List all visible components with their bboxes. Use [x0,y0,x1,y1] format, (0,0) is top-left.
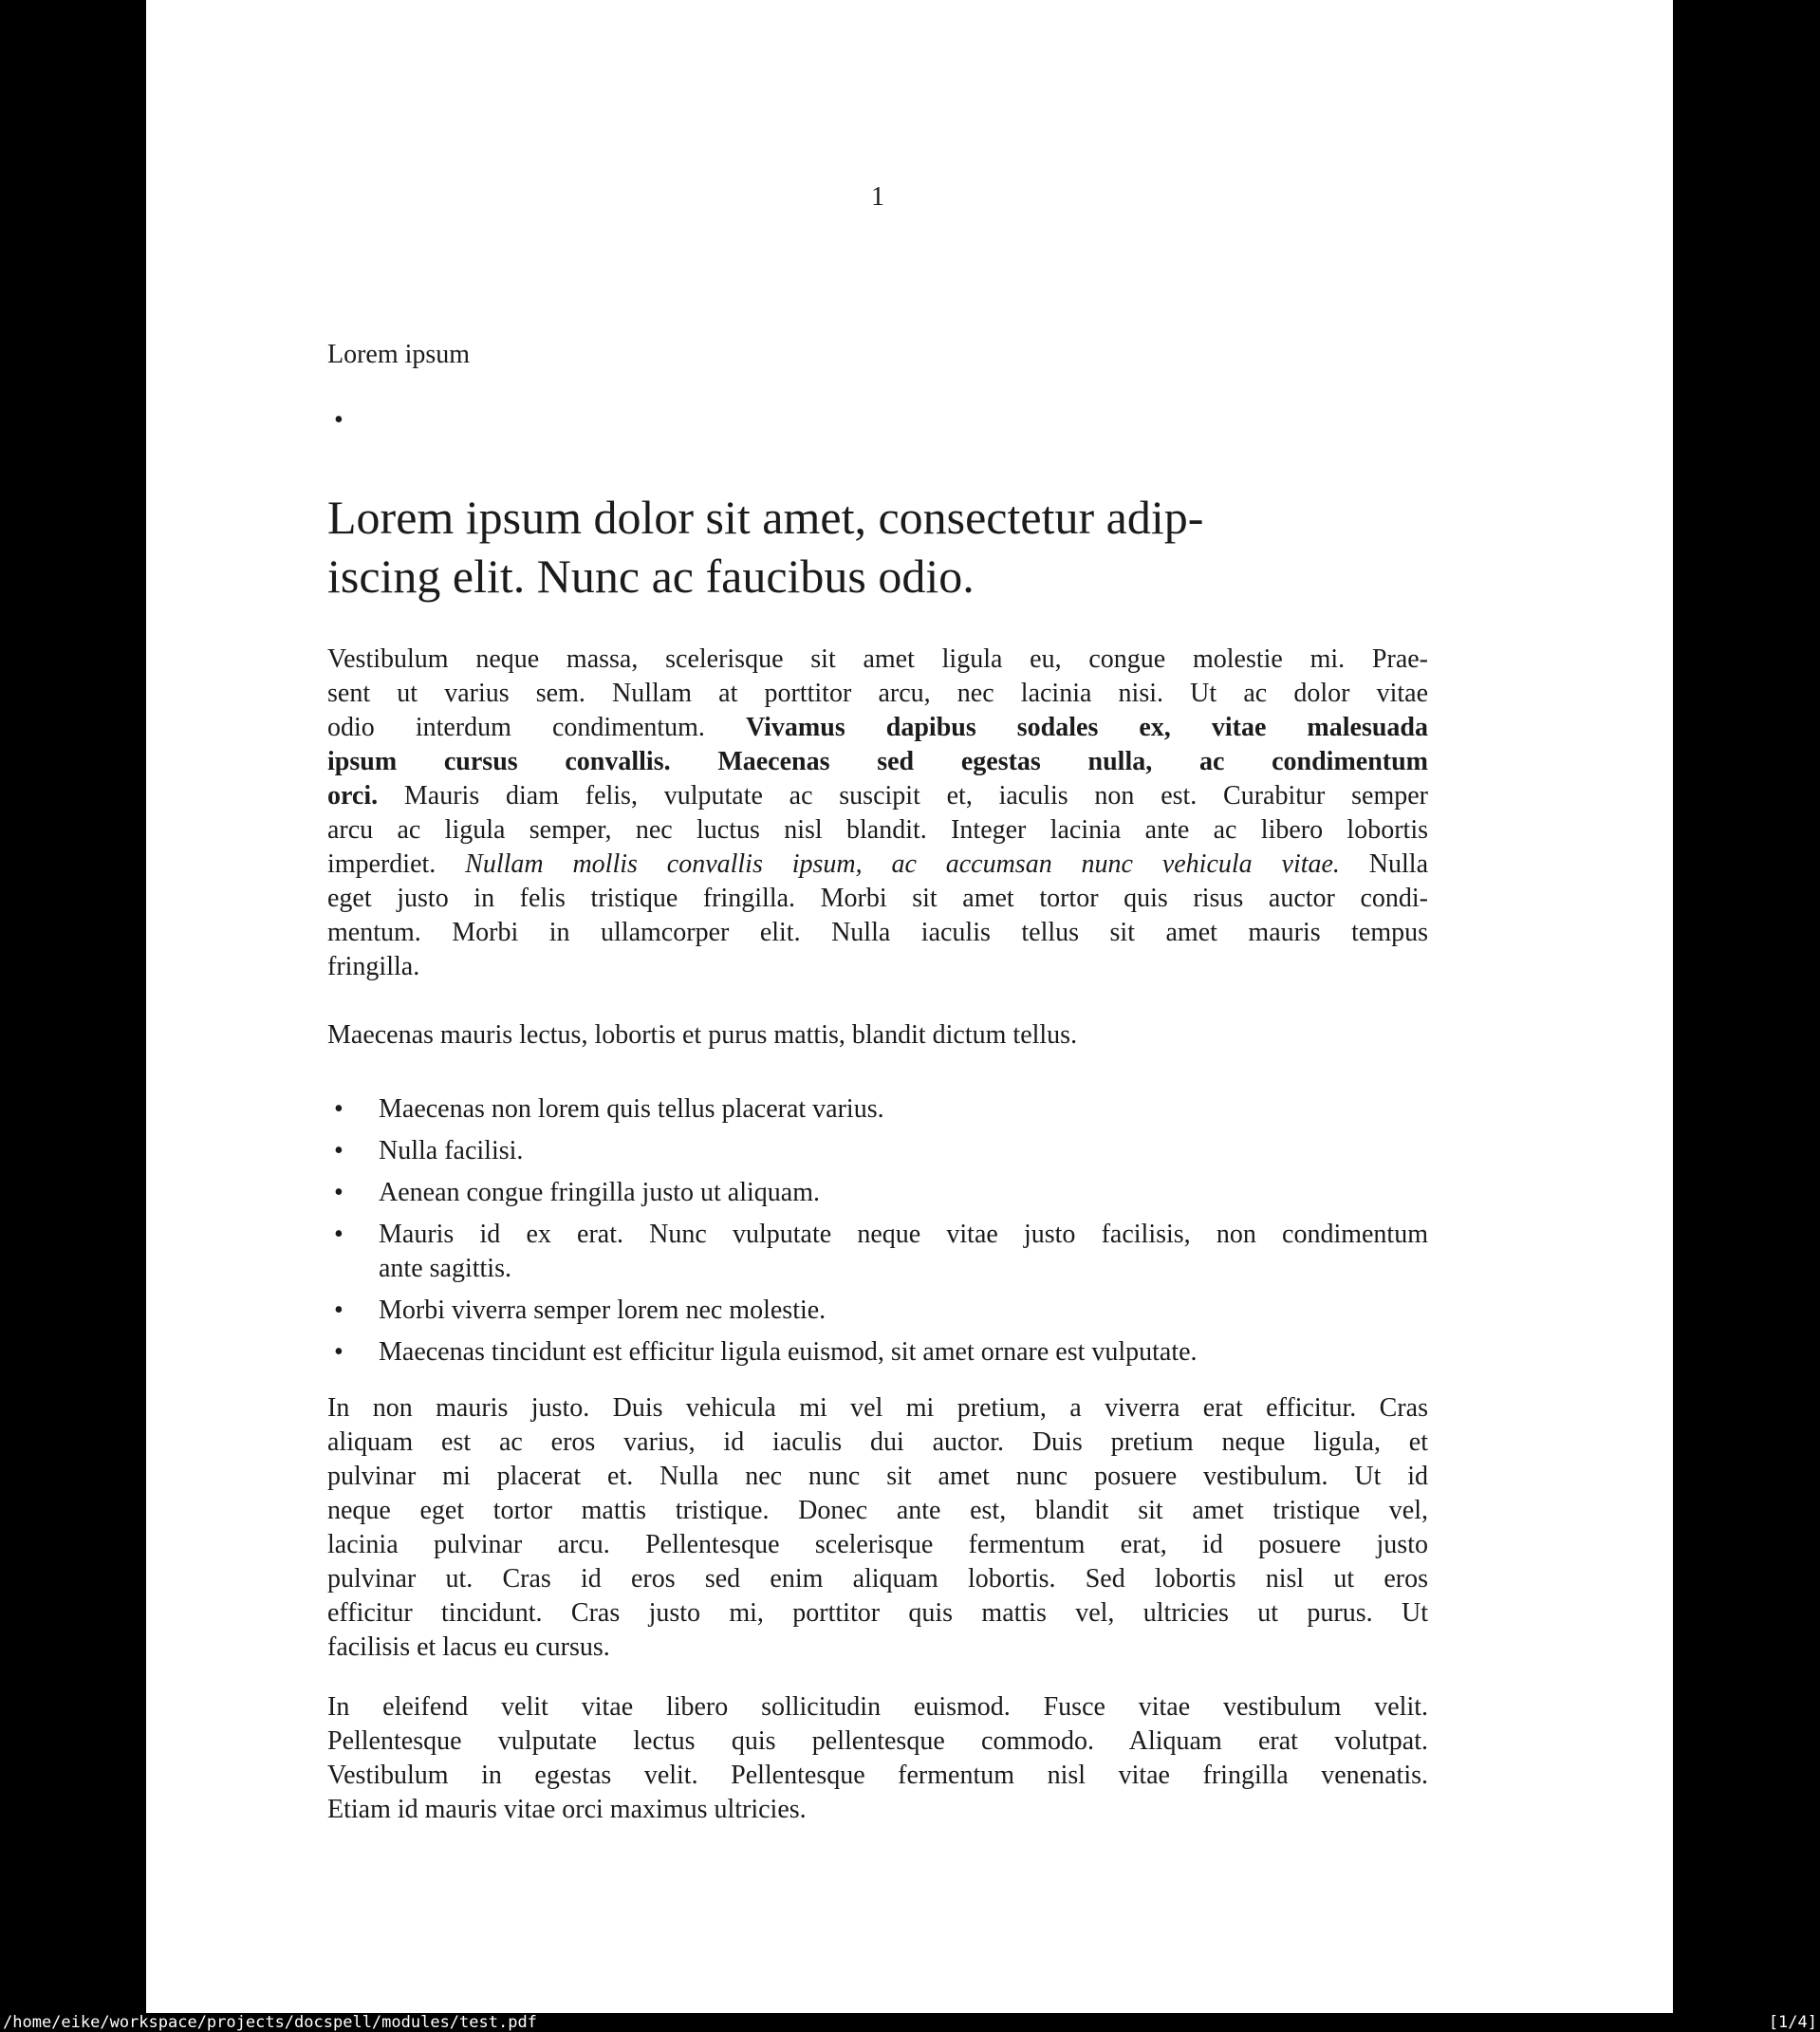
text-line: neque eget tortor mattis tristique. Donec ante est, blandit sit amet tristique vel, [327,1496,1428,1525]
text-line: ante sagittis. [379,1254,511,1283]
text-line: Morbi viverra semper lorem nec molestie. [379,1296,826,1325]
bullet-icon: • [334,1296,344,1325]
list-item [327,1218,1428,1286]
intro-paragraph: Lorem ipsum [327,340,471,369]
text-line: Mauris id ex erat. Nunc vulputate neque vitae justo facilisis, non condimentum [379,1220,1428,1249]
text-line: facilisis et lacus eu cursus. [327,1632,610,1662]
list-item [327,1294,1428,1328]
text-line: mentum. Morbi in ullamcorper elit. Nulla iaculis tellus sit amet mauris tempus [327,918,1428,947]
text-line: ipsum cursus convallis. Maecenas sed egestas nulla, ac condimentum [327,747,1428,776]
text-line: aliquam est ac eros varius, id iaculis dui auctor. Duis pretium neque ligula, et [327,1427,1428,1457]
list-item [327,1134,1428,1168]
text-line: Pellentesque vulputate lectus quis pellentesque commodo. Aliquam erat volutpat. [327,1726,1428,1756]
bullet-icon: • [334,1094,344,1124]
text-line: arcu ac ligula semper, nec luctus nisl blandit. Integer lacinia ante ac libero lobortis [327,815,1428,845]
bullet-list [327,1092,1428,1377]
text-line: Vestibulum neque massa, scelerisque sit amet ligula eu, congue molestie mi. Prae- [327,644,1428,674]
text-line: Vestibulum in egestas velit. Pellentesque fermentum nisl vitae fringilla venenatis. [327,1761,1428,1790]
paragraph-4 [327,1690,1428,1827]
text-line: sent ut varius sem. Nullam at porttitor arcu, nec lacinia nisi. Ut ac dolor vitae [327,679,1428,708]
statusbar [0,2013,1820,2032]
text-line: eget justo in felis tristique fringilla. Morbi sit amet tortor quis risus auctor condi- [327,884,1428,913]
paragraph-3 [327,1391,1428,1665]
text-line: Nulla facilisi. [379,1136,524,1165]
bullet-icon: • [334,1337,344,1367]
list-item [327,1176,1428,1210]
text-line: In non mauris justo. Duis vehicula mi vel mi pretium, a viverra erat efficitur. Cras [327,1393,1428,1423]
text-line: Aenean congue fringilla justo ut aliquam. [379,1178,820,1207]
paragraph-2: Maecenas mauris lectus, lobortis et purus mattis, blandit dictum tellus. [327,1020,1078,1050]
document-heading [327,488,1428,606]
text-line: imperdiet. Nullam mollis convallis ipsum, ac accumsan nunc vehicula vitae. Nulla [327,849,1428,879]
text-line: Lorem ipsum dolor sit amet, consectetur adip- [327,491,1204,544]
text-line: pulvinar ut. Cras id eros sed enim aliquam lobortis. Sed lobortis nisl ut eros [327,1564,1428,1594]
text-line: Maecenas non lorem quis tellus placerat varius. [379,1094,884,1124]
text-line: iscing elit. Nunc ac faucibus odio. [327,550,975,603]
text-line: pulvinar mi placerat et. Nulla nec nunc sit amet nunc posuere vestibulum. Ut id [327,1462,1428,1491]
text-line: odio interdum condimentum. Vivamus dapibus sodales ex, vitae malesuada [327,713,1428,742]
text-line: Maecenas tincidunt est efficitur ligula euismod, sit amet ornare est vulputate. [379,1337,1198,1367]
text-line: Etiam id mauris vitae orci maximus ultricies. [327,1795,807,1824]
statusbar-page-indicator: [1/4] [1768,2013,1817,2032]
text-line: fringilla. [327,952,420,981]
page-number: 1 [871,182,884,212]
statusbar-file-path: /home/eike/workspace/projects/docspell/modules/test.pdf [3,2013,537,2032]
bullet-icon: • [334,1136,344,1165]
list-item [327,1335,1428,1370]
text-line: lacinia pulvinar arcu. Pellentesque scelerisque fermentum erat, id posuere justo [327,1530,1428,1559]
list-item [327,1092,1428,1127]
paragraph-1 [327,643,1428,984]
lone-bullet-icon: • [334,405,344,435]
text-line: In eleifend velit vitae libero sollicitudin euismod. Fusce vitae vestibulum velit. [327,1692,1428,1722]
text-line: efficitur tincidunt. Cras justo mi, porttitor quis mattis vel, ultricies ut purus. Ut [327,1598,1428,1628]
text-line: orci. Mauris diam felis, vulputate ac suscipit et, iaculis non est. Curabitur semper [327,781,1428,811]
bullet-icon: • [334,1220,344,1249]
pdf-page [146,0,1673,2013]
bullet-icon: • [334,1178,344,1207]
